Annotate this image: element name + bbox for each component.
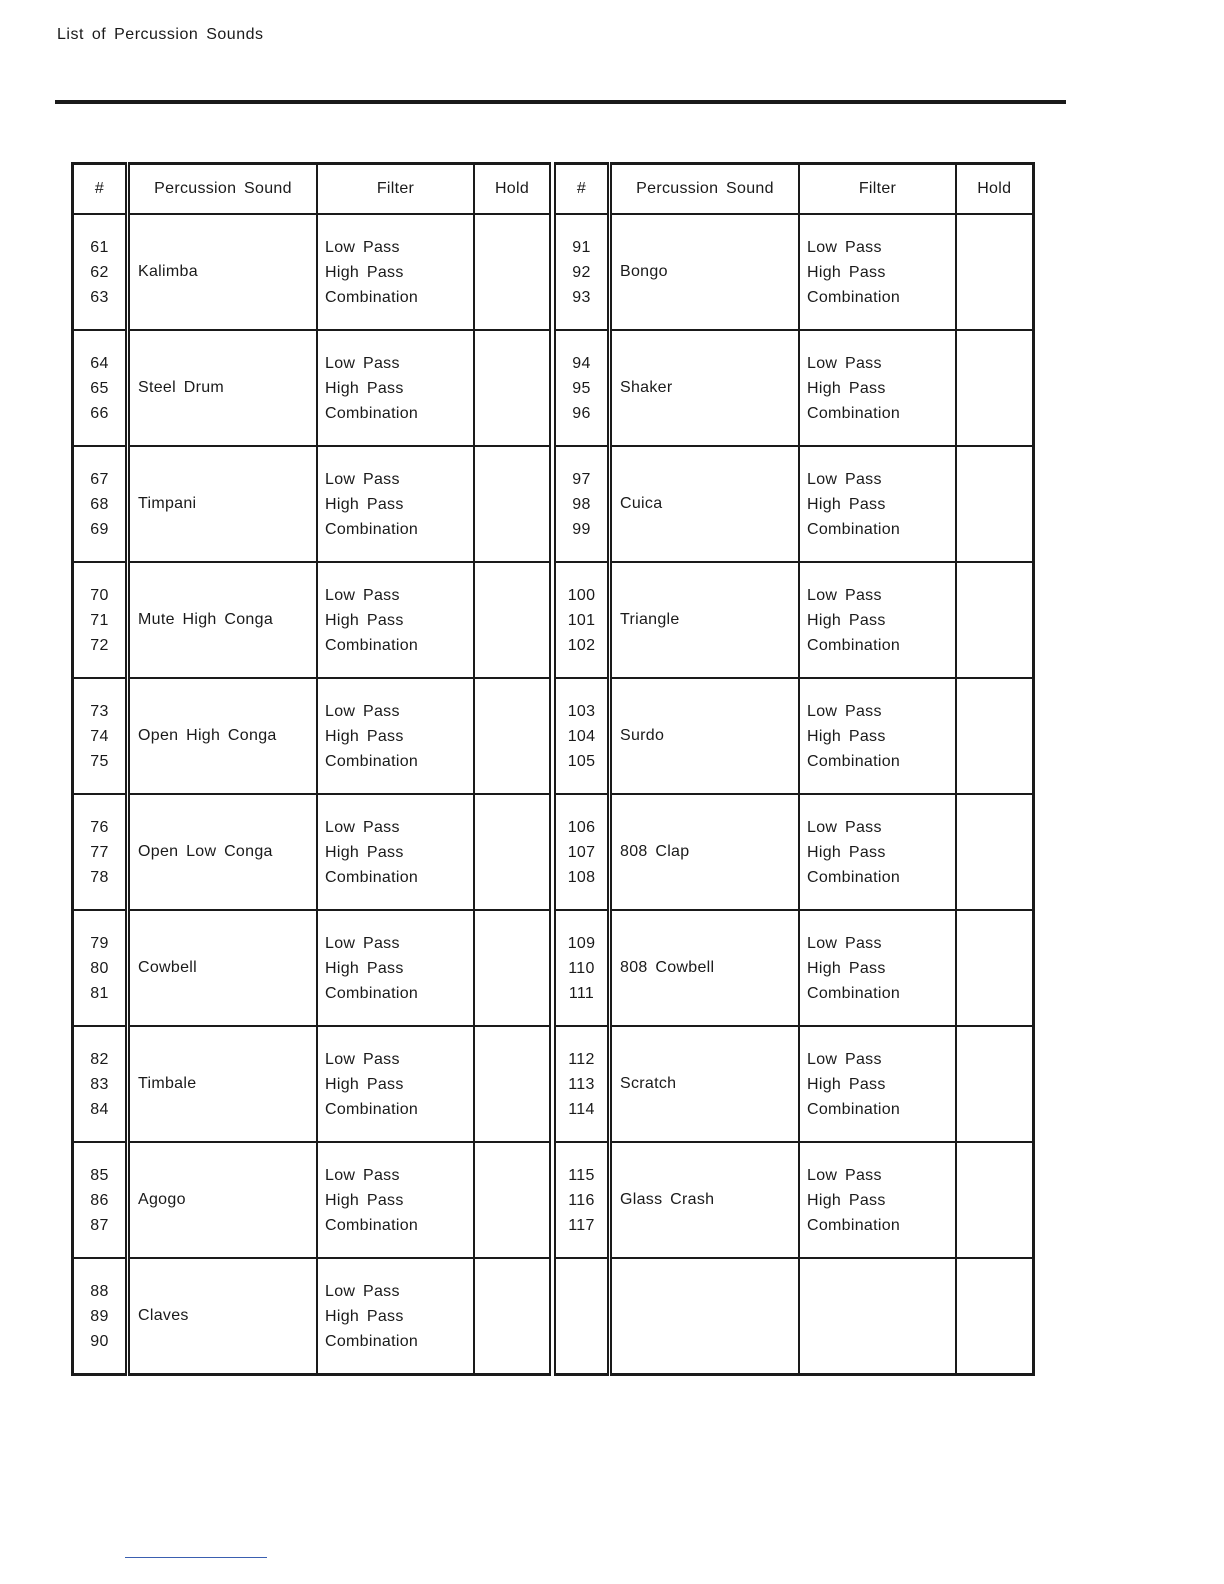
- sound-number: 74: [90, 727, 109, 745]
- number-stack: [556, 351, 607, 426]
- percussion-table: [71, 162, 1035, 1376]
- header-hold-left: Hold: [474, 164, 553, 215]
- sound-number: 97: [572, 470, 591, 488]
- filter-stack: [325, 815, 473, 890]
- number-cell: [553, 1026, 610, 1142]
- sound-name: 808 Clap: [620, 843, 690, 860]
- sound-number: 73: [90, 702, 109, 720]
- filter-cell: [317, 1026, 474, 1142]
- sound-number: 81: [90, 984, 109, 1002]
- number-stack: [556, 583, 607, 658]
- filter-option: Low Pass: [325, 1282, 400, 1300]
- filter-option: High Pass: [807, 1075, 886, 1093]
- sound-name: Kalimba: [138, 263, 198, 280]
- hold-cell: [474, 562, 553, 678]
- sound-number: 77: [90, 843, 109, 861]
- sound-number: 109: [567, 934, 596, 952]
- hold-cell: [474, 330, 553, 446]
- number-stack: [74, 1163, 125, 1238]
- hold-cell: [474, 1258, 553, 1375]
- filter-stack: [325, 1279, 473, 1354]
- filter-option: Combination: [325, 1332, 419, 1350]
- filter-option: Combination: [325, 752, 419, 770]
- filter-option: Combination: [807, 984, 901, 1002]
- table-row: [73, 1258, 1034, 1375]
- sound-number: 63: [90, 288, 109, 306]
- filter-cell: [799, 330, 956, 446]
- number-stack: [556, 1163, 607, 1238]
- number-cell: [73, 214, 128, 330]
- table-row: [73, 794, 1034, 910]
- sound-number: 95: [572, 379, 591, 397]
- filter-stack: [325, 467, 473, 542]
- hold-cell: [474, 1142, 553, 1258]
- table-row: [73, 330, 1034, 446]
- filter-option: Combination: [807, 1100, 901, 1118]
- filter-option: Low Pass: [325, 934, 400, 952]
- sound-number: 71: [90, 611, 109, 629]
- filter-option: Combination: [325, 984, 419, 1002]
- table-row: [73, 678, 1034, 794]
- filter-option: Combination: [325, 288, 419, 306]
- sound-number: 86: [90, 1191, 109, 1209]
- filter-option: High Pass: [325, 379, 404, 397]
- sound-number: 105: [567, 752, 596, 770]
- sound-cell: [128, 330, 318, 446]
- filter-option: Combination: [807, 752, 901, 770]
- filter-option: Combination: [807, 636, 901, 654]
- filter-option: Low Pass: [807, 238, 882, 256]
- filter-cell: [799, 1026, 956, 1142]
- filter-option: Combination: [807, 868, 901, 886]
- sound-number: 99: [572, 520, 591, 538]
- sound-cell: [128, 214, 318, 330]
- table-row: [73, 1026, 1034, 1142]
- header-filter-left: Filter: [317, 164, 474, 215]
- sound-number: 116: [568, 1191, 595, 1209]
- filter-option: Combination: [325, 1216, 419, 1234]
- filter-option: High Pass: [325, 959, 404, 977]
- number-cell: [73, 678, 128, 794]
- number-cell: [553, 330, 610, 446]
- header-filter-right: Filter: [799, 164, 956, 215]
- number-stack: [556, 467, 607, 542]
- sound-number: 70: [90, 586, 109, 604]
- filter-stack: [325, 235, 473, 310]
- sound-cell: [610, 562, 800, 678]
- sound-number: 102: [567, 636, 596, 654]
- sound-name: Timpani: [138, 495, 197, 512]
- number-stack: [74, 699, 125, 774]
- filter-stack: [807, 1047, 955, 1122]
- sound-number: 84: [90, 1100, 109, 1118]
- sound-number: 68: [90, 495, 109, 513]
- filter-cell: [317, 330, 474, 446]
- sound-name: Timbale: [138, 1075, 197, 1092]
- header-number-left: #: [73, 164, 128, 215]
- header-rule: [55, 100, 1066, 104]
- filter-cell: [317, 1142, 474, 1258]
- sound-number: 83: [90, 1075, 109, 1093]
- filter-cell: [799, 214, 956, 330]
- sound-number: 98: [572, 495, 591, 513]
- filter-option: Low Pass: [807, 1166, 882, 1184]
- number-stack: [74, 583, 125, 658]
- filter-cell: [317, 562, 474, 678]
- sound-number: 69: [90, 520, 109, 538]
- sound-number: 90: [90, 1332, 109, 1350]
- sound-number: 89: [90, 1307, 109, 1325]
- filter-cell: [799, 678, 956, 794]
- filter-option: Combination: [325, 520, 419, 538]
- sound-cell: [128, 1142, 318, 1258]
- sound-number: 96: [572, 404, 591, 422]
- filter-option: Low Pass: [807, 818, 882, 836]
- header-sound-left: Percussion Sound: [128, 164, 318, 215]
- sound-cell: [128, 1026, 318, 1142]
- number-cell: [73, 562, 128, 678]
- filter-option: Combination: [807, 404, 901, 422]
- sound-number: 114: [568, 1100, 595, 1118]
- filter-option: Combination: [807, 1216, 901, 1234]
- number-cell: [553, 794, 610, 910]
- filter-cell: [799, 446, 956, 562]
- filter-option: Low Pass: [325, 354, 400, 372]
- filter-option: Low Pass: [325, 586, 400, 604]
- header-sound-right: Percussion Sound: [610, 164, 800, 215]
- sound-name: Open High Conga: [138, 727, 277, 744]
- sound-name: Shaker: [620, 379, 673, 396]
- sound-name: Cuica: [620, 495, 663, 512]
- sound-number: 111: [568, 984, 595, 1002]
- number-cell: [73, 1258, 128, 1375]
- number-stack: [74, 351, 125, 426]
- sound-number: 76: [90, 818, 109, 836]
- sound-number: 64: [90, 354, 109, 372]
- number-stack: [74, 931, 125, 1006]
- number-cell: [73, 1142, 128, 1258]
- number-stack: [556, 931, 607, 1006]
- sound-number: 91: [572, 238, 591, 256]
- filter-cell: [799, 1258, 956, 1375]
- filter-option: Combination: [325, 868, 419, 886]
- filter-option: High Pass: [807, 611, 886, 629]
- filter-option: High Pass: [807, 1191, 886, 1209]
- hold-cell: [474, 910, 553, 1026]
- filter-option: Low Pass: [325, 1166, 400, 1184]
- number-stack: [74, 235, 125, 310]
- number-cell: [553, 678, 610, 794]
- sound-cell: [610, 910, 800, 1026]
- filter-option: High Pass: [807, 495, 886, 513]
- number-cell: [553, 562, 610, 678]
- sound-number: 117: [568, 1216, 595, 1234]
- filter-stack: [807, 1163, 955, 1238]
- sound-number: 61: [90, 238, 109, 256]
- filter-option: High Pass: [325, 263, 404, 281]
- number-cell: [553, 446, 610, 562]
- number-stack: [74, 467, 125, 542]
- number-cell: [73, 794, 128, 910]
- sound-number: 104: [567, 727, 596, 745]
- filter-option: High Pass: [325, 1307, 404, 1325]
- filter-cell: [799, 910, 956, 1026]
- table-row: [73, 910, 1034, 1026]
- sound-number: 78: [90, 868, 109, 886]
- sound-name: 808 Cowbell: [620, 959, 715, 976]
- sound-cell: [610, 1142, 800, 1258]
- hold-cell: [956, 910, 1033, 1026]
- sound-name: Steel Drum: [138, 379, 225, 396]
- sound-cell: [610, 794, 800, 910]
- filter-option: High Pass: [325, 843, 404, 861]
- filter-option: High Pass: [807, 263, 886, 281]
- table-header-row: [73, 164, 1034, 215]
- sound-number: 67: [90, 470, 109, 488]
- sound-name: Cowbell: [138, 959, 198, 976]
- number-stack: [74, 815, 125, 890]
- sound-number: 108: [567, 868, 596, 886]
- hold-cell: [956, 214, 1033, 330]
- hold-cell: [956, 1142, 1033, 1258]
- filter-stack: [325, 1163, 473, 1238]
- filter-stack: [807, 815, 955, 890]
- sound-cell: [128, 446, 318, 562]
- sound-cell: [128, 910, 318, 1026]
- sound-cell: [610, 678, 800, 794]
- filter-stack: [325, 699, 473, 774]
- filter-cell: [317, 794, 474, 910]
- filter-option: High Pass: [325, 611, 404, 629]
- number-cell: [73, 446, 128, 562]
- number-stack: [556, 235, 607, 310]
- filter-stack: [807, 699, 955, 774]
- sound-number: 103: [567, 702, 596, 720]
- filter-option: High Pass: [807, 379, 886, 397]
- number-cell: [553, 1258, 610, 1375]
- filter-stack: [325, 931, 473, 1006]
- sound-name: Glass Crash: [620, 1191, 715, 1208]
- filter-option: High Pass: [807, 727, 886, 745]
- sound-cell: [128, 678, 318, 794]
- table-row: [73, 446, 1034, 562]
- sound-name: Bongo: [620, 263, 668, 280]
- sound-number: 79: [90, 934, 109, 952]
- sound-number: 62: [90, 263, 109, 281]
- hold-cell: [956, 794, 1033, 910]
- filter-option: Combination: [807, 288, 901, 306]
- filter-option: Low Pass: [807, 354, 882, 372]
- filter-stack: [807, 235, 955, 310]
- sound-cell: [610, 330, 800, 446]
- filter-stack: [807, 583, 955, 658]
- table-row: [73, 562, 1034, 678]
- hold-cell: [474, 678, 553, 794]
- sound-number: 93: [572, 288, 591, 306]
- sound-number: 80: [90, 959, 109, 977]
- filter-stack: [807, 351, 955, 426]
- number-cell: [553, 1142, 610, 1258]
- hold-cell: [956, 1026, 1033, 1142]
- sound-number: 115: [568, 1166, 595, 1184]
- sound-cell: [610, 1258, 800, 1375]
- sound-number: 66: [90, 404, 109, 422]
- number-cell: [553, 910, 610, 1026]
- filter-option: Low Pass: [325, 470, 400, 488]
- filter-option: Low Pass: [325, 818, 400, 836]
- sound-number: 94: [572, 354, 591, 372]
- sound-number: 100: [567, 586, 596, 604]
- number-stack: [74, 1279, 125, 1354]
- hold-cell: [956, 678, 1033, 794]
- filter-option: Combination: [807, 520, 901, 538]
- filter-cell: [799, 1142, 956, 1258]
- filter-stack: [325, 1047, 473, 1122]
- sound-number: 106: [567, 818, 596, 836]
- filter-option: Low Pass: [807, 702, 882, 720]
- filter-option: Low Pass: [807, 470, 882, 488]
- filter-option: High Pass: [807, 959, 886, 977]
- filter-cell: [317, 910, 474, 1026]
- sound-number: 92: [572, 263, 591, 281]
- hold-cell: [474, 446, 553, 562]
- sound-name: Open Low Conga: [138, 843, 273, 860]
- filter-option: High Pass: [325, 1191, 404, 1209]
- sound-cell: [128, 562, 318, 678]
- page-title: List of Percussion Sounds: [57, 26, 264, 43]
- filter-stack: [325, 583, 473, 658]
- sound-number: 107: [567, 843, 596, 861]
- filter-cell: [317, 678, 474, 794]
- hold-cell: [956, 446, 1033, 562]
- sound-number: 88: [90, 1282, 109, 1300]
- number-stack: [74, 1047, 125, 1122]
- sound-number: 112: [568, 1050, 595, 1068]
- number-cell: [73, 1026, 128, 1142]
- filter-option: High Pass: [807, 843, 886, 861]
- filter-option: Low Pass: [807, 934, 882, 952]
- header-number-right: #: [553, 164, 610, 215]
- filter-option: Combination: [325, 1100, 419, 1118]
- sound-number: 87: [90, 1216, 109, 1234]
- filter-option: High Pass: [325, 727, 404, 745]
- number-stack: [556, 1047, 607, 1122]
- number-cell: [73, 330, 128, 446]
- filter-stack: [325, 351, 473, 426]
- filter-option: High Pass: [325, 1075, 404, 1093]
- hold-cell: [956, 1258, 1033, 1375]
- filter-cell: [317, 214, 474, 330]
- filter-option: Low Pass: [807, 586, 882, 604]
- number-stack: [556, 815, 607, 890]
- number-cell: [73, 910, 128, 1026]
- footer-link-rule: [125, 1557, 267, 1558]
- sound-cell: [610, 1026, 800, 1142]
- sound-number: 85: [90, 1166, 109, 1184]
- filter-cell: [799, 794, 956, 910]
- table-body: [73, 214, 1034, 1375]
- sound-name: Surdo: [620, 727, 665, 744]
- sound-number: 113: [568, 1075, 595, 1093]
- hold-cell: [956, 330, 1033, 446]
- sound-name: Agogo: [138, 1191, 186, 1208]
- filter-option: Combination: [325, 404, 419, 422]
- sound-number: 110: [568, 959, 595, 977]
- filter-option: Low Pass: [325, 702, 400, 720]
- header-hold-right: Hold: [956, 164, 1033, 215]
- filter-option: Combination: [325, 636, 419, 654]
- sound-name: Claves: [138, 1307, 189, 1324]
- sound-name: Mute High Conga: [138, 611, 274, 628]
- sound-cell: [128, 794, 318, 910]
- hold-cell: [474, 794, 553, 910]
- sound-name: Scratch: [620, 1075, 677, 1092]
- number-stack: [556, 699, 607, 774]
- filter-stack: [807, 467, 955, 542]
- filter-option: Low Pass: [807, 1050, 882, 1068]
- percussion-table-container: [71, 162, 1035, 1376]
- sound-cell: [128, 1258, 318, 1375]
- sound-name: Triangle: [620, 611, 680, 628]
- filter-cell: [799, 562, 956, 678]
- filter-option: High Pass: [325, 495, 404, 513]
- filter-cell: [317, 446, 474, 562]
- sound-number: 65: [90, 379, 109, 397]
- filter-stack: [807, 931, 955, 1006]
- table-row: [73, 1142, 1034, 1258]
- filter-option: Low Pass: [325, 238, 400, 256]
- hold-cell: [474, 1026, 553, 1142]
- sound-cell: [610, 446, 800, 562]
- filter-option: Low Pass: [325, 1050, 400, 1068]
- hold-cell: [956, 562, 1033, 678]
- sound-number: 82: [90, 1050, 109, 1068]
- sound-number: 101: [567, 611, 596, 629]
- table-row: [73, 214, 1034, 330]
- number-cell: [553, 214, 610, 330]
- sound-cell: [610, 214, 800, 330]
- hold-cell: [474, 214, 553, 330]
- sound-number: 72: [90, 636, 109, 654]
- sound-number: 75: [90, 752, 109, 770]
- filter-cell: [317, 1258, 474, 1375]
